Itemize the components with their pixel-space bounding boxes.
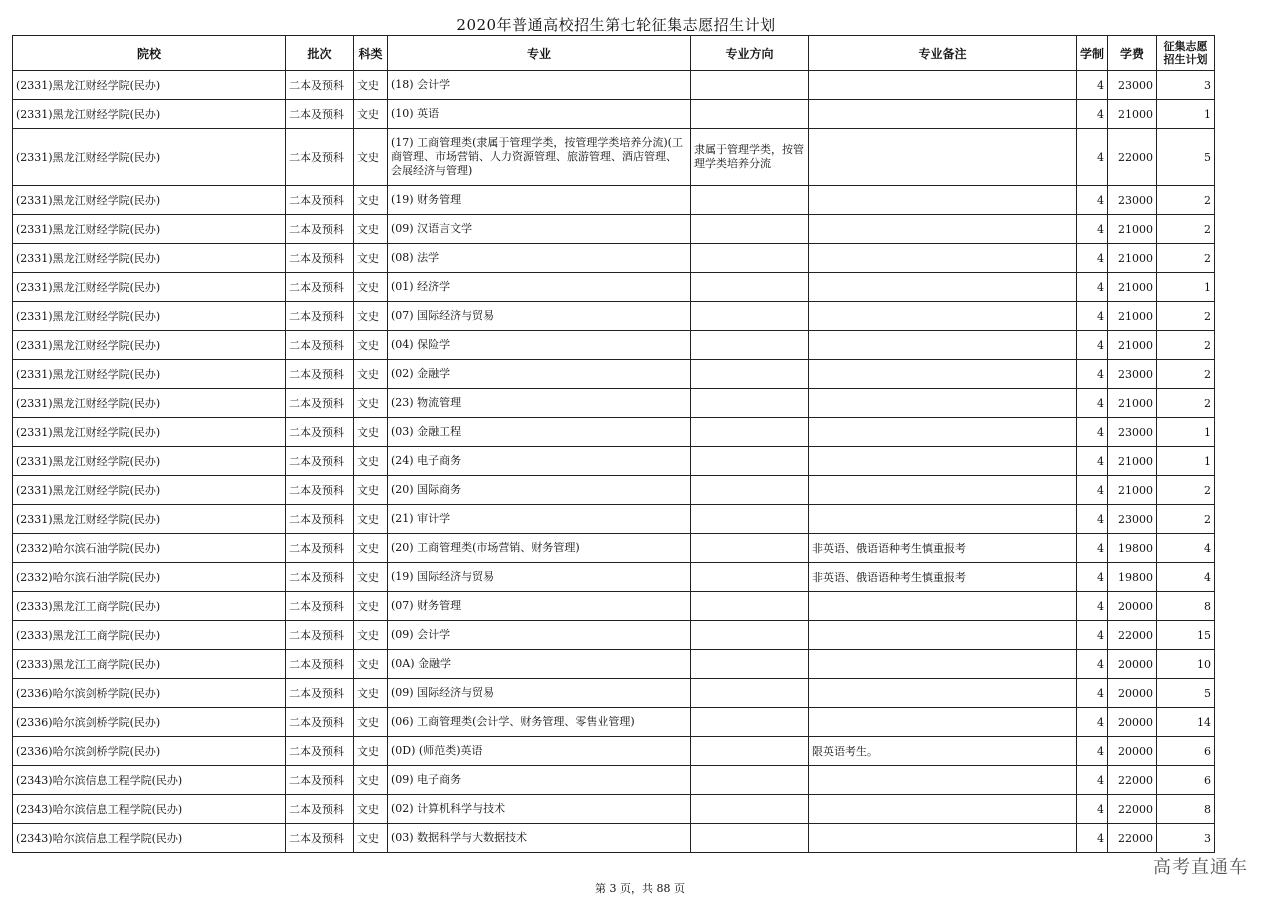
cell-batch: 二本及预科 — [286, 737, 354, 766]
cell-years: 4 — [1077, 505, 1108, 534]
cell-direction — [691, 273, 809, 302]
cell-major: (02) 金融学 — [388, 360, 691, 389]
header-school: 院校 — [13, 36, 286, 71]
cell-remark — [809, 795, 1077, 824]
cell-major: (09) 会计学 — [388, 621, 691, 650]
cell-remark — [809, 186, 1077, 215]
table-body — [13, 71, 1215, 853]
table-row — [13, 708, 1215, 737]
cell-batch: 二本及预科 — [286, 534, 354, 563]
cell-remark — [809, 592, 1077, 621]
cell-plan: 1 — [1157, 418, 1215, 447]
cell-years: 4 — [1077, 824, 1108, 853]
cell-remark — [809, 708, 1077, 737]
cell-years: 4 — [1077, 100, 1108, 129]
cell-years: 4 — [1077, 302, 1108, 331]
table-row — [13, 824, 1215, 853]
cell-remark — [809, 650, 1077, 679]
table-row — [13, 244, 1215, 273]
cell-tuition: 22000 — [1108, 795, 1157, 824]
cell-school: (2332)哈尔滨石油学院(民办) — [13, 534, 286, 563]
cell-major: (09) 国际经济与贸易 — [388, 679, 691, 708]
cell-school: (2336)哈尔滨剑桥学院(民办) — [13, 708, 286, 737]
cell-major: (07) 财务管理 — [388, 592, 691, 621]
cell-direction — [691, 766, 809, 795]
cell-plan: 1 — [1157, 447, 1215, 476]
cell-plan: 8 — [1157, 592, 1215, 621]
cell-subject: 文史 — [354, 795, 388, 824]
cell-plan: 2 — [1157, 186, 1215, 215]
cell-direction — [691, 71, 809, 100]
cell-years: 4 — [1077, 650, 1108, 679]
watermark: 高考直通车 — [1153, 857, 1248, 878]
cell-direction — [691, 708, 809, 737]
cell-remark: 非英语、俄语语种考生慎重报考 — [809, 534, 1077, 563]
cell-plan: 5 — [1157, 129, 1215, 186]
cell-major: (0D) (师范类)英语 — [388, 737, 691, 766]
cell-school: (2336)哈尔滨剑桥学院(民办) — [13, 737, 286, 766]
table-row — [13, 302, 1215, 331]
cell-plan: 14 — [1157, 708, 1215, 737]
cell-major: (20) 国际商务 — [388, 476, 691, 505]
cell-school: (2331)黑龙江财经学院(民办) — [13, 331, 286, 360]
page-title: 2020年普通高校招生第七轮征集志愿招生计划 — [456, 16, 776, 34]
cell-direction — [691, 650, 809, 679]
cell-batch: 二本及预科 — [286, 100, 354, 129]
cell-school: (2331)黑龙江财经学院(民办) — [13, 215, 286, 244]
cell-subject: 文史 — [354, 129, 388, 186]
cell-remark: 非英语、俄语语种考生慎重报考 — [809, 563, 1077, 592]
admission-plan-table — [12, 35, 1215, 853]
cell-plan: 2 — [1157, 244, 1215, 273]
header-plan-line2: 招生计划 — [1163, 53, 1208, 66]
header-major: 专业 — [388, 36, 691, 71]
cell-school: (2331)黑龙江财经学院(民办) — [13, 302, 286, 331]
cell-tuition: 19800 — [1108, 534, 1157, 563]
table-row — [13, 129, 1215, 186]
cell-plan: 2 — [1157, 302, 1215, 331]
cell-tuition: 21000 — [1108, 215, 1157, 244]
cell-plan: 2 — [1157, 476, 1215, 505]
cell-plan: 2 — [1157, 331, 1215, 360]
cell-years: 4 — [1077, 389, 1108, 418]
cell-direction — [691, 737, 809, 766]
cell-batch: 二本及预科 — [286, 795, 354, 824]
cell-subject: 文史 — [354, 766, 388, 795]
cell-subject: 文史 — [354, 186, 388, 215]
cell-plan: 4 — [1157, 563, 1215, 592]
cell-direction — [691, 100, 809, 129]
cell-tuition: 20000 — [1108, 679, 1157, 708]
cell-plan: 3 — [1157, 824, 1215, 853]
cell-school: (2333)黑龙江工商学院(民办) — [13, 621, 286, 650]
cell-remark — [809, 621, 1077, 650]
cell-tuition: 23000 — [1108, 505, 1157, 534]
cell-tuition: 20000 — [1108, 737, 1157, 766]
cell-plan: 1 — [1157, 100, 1215, 129]
cell-direction — [691, 302, 809, 331]
cell-batch: 二本及预科 — [286, 708, 354, 737]
cell-batch: 二本及预科 — [286, 824, 354, 853]
cell-tuition: 22000 — [1108, 766, 1157, 795]
cell-batch: 二本及预科 — [286, 563, 354, 592]
cell-school: (2331)黑龙江财经学院(民办) — [13, 418, 286, 447]
table-row — [13, 360, 1215, 389]
cell-years: 4 — [1077, 418, 1108, 447]
cell-remark: 限英语考生。 — [809, 737, 1077, 766]
header-remark: 专业备注 — [809, 36, 1077, 71]
cell-remark — [809, 273, 1077, 302]
cell-years: 4 — [1077, 708, 1108, 737]
cell-years: 4 — [1077, 360, 1108, 389]
cell-major: (08) 法学 — [388, 244, 691, 273]
cell-tuition: 22000 — [1108, 621, 1157, 650]
cell-remark — [809, 244, 1077, 273]
cell-school: (2331)黑龙江财经学院(民办) — [13, 100, 286, 129]
cell-tuition: 21000 — [1108, 389, 1157, 418]
cell-tuition: 21000 — [1108, 302, 1157, 331]
cell-school: (2331)黑龙江财经学院(民办) — [13, 360, 286, 389]
table-row — [13, 418, 1215, 447]
cell-remark — [809, 505, 1077, 534]
table-row — [13, 534, 1215, 563]
cell-remark — [809, 824, 1077, 853]
header-batch: 批次 — [286, 36, 354, 71]
cell-school: (2331)黑龙江财经学院(民办) — [13, 186, 286, 215]
cell-major: (03) 金融工程 — [388, 418, 691, 447]
cell-major: (23) 物流管理 — [388, 389, 691, 418]
cell-direction — [691, 215, 809, 244]
cell-subject: 文史 — [354, 679, 388, 708]
cell-subject: 文史 — [354, 71, 388, 100]
cell-batch: 二本及预科 — [286, 592, 354, 621]
cell-direction — [691, 389, 809, 418]
cell-tuition: 22000 — [1108, 129, 1157, 186]
cell-major: (0A) 金融学 — [388, 650, 691, 679]
table-row — [13, 795, 1215, 824]
cell-tuition: 23000 — [1108, 186, 1157, 215]
cell-plan: 2 — [1157, 389, 1215, 418]
cell-major: (09) 汉语言文学 — [388, 215, 691, 244]
cell-plan: 2 — [1157, 505, 1215, 534]
table-row — [13, 737, 1215, 766]
cell-school: (2331)黑龙江财经学院(民办) — [13, 273, 286, 302]
cell-major: (19) 财务管理 — [388, 186, 691, 215]
cell-major: (17) 工商管理类(隶属于管理学类，按管理学类培养分流)(工商管理、市场营销、人力资源管理、旅游管理、酒店管理、会展经济与管理) — [388, 129, 691, 186]
cell-major: (21) 审计学 — [388, 505, 691, 534]
cell-major: (06) 工商管理类(会计学、财务管理、零售业管理) — [388, 708, 691, 737]
cell-batch: 二本及预科 — [286, 71, 354, 100]
cell-tuition: 21000 — [1108, 273, 1157, 302]
cell-school: (2336)哈尔滨剑桥学院(民办) — [13, 679, 286, 708]
table-row — [13, 766, 1215, 795]
header-subject: 科类 — [354, 36, 388, 71]
cell-years: 4 — [1077, 592, 1108, 621]
cell-subject: 文史 — [354, 273, 388, 302]
table-row — [13, 186, 1215, 215]
cell-school: (2332)哈尔滨石油学院(民办) — [13, 563, 286, 592]
cell-subject: 文史 — [354, 534, 388, 563]
cell-years: 4 — [1077, 534, 1108, 563]
cell-school: (2343)哈尔滨信息工程学院(民办) — [13, 795, 286, 824]
table-row — [13, 592, 1215, 621]
cell-subject: 文史 — [354, 389, 388, 418]
cell-school: (2333)黑龙江工商学院(民办) — [13, 650, 286, 679]
cell-years: 4 — [1077, 244, 1108, 273]
cell-subject: 文史 — [354, 215, 388, 244]
cell-direction — [691, 563, 809, 592]
cell-batch: 二本及预科 — [286, 766, 354, 795]
cell-batch: 二本及预科 — [286, 476, 354, 505]
cell-major: (20) 工商管理类(市场营销、财务管理) — [388, 534, 691, 563]
cell-subject: 文史 — [354, 505, 388, 534]
cell-subject: 文史 — [354, 737, 388, 766]
cell-years: 4 — [1077, 737, 1108, 766]
cell-subject: 文史 — [354, 650, 388, 679]
cell-direction — [691, 534, 809, 563]
cell-subject: 文史 — [354, 418, 388, 447]
cell-remark — [809, 129, 1077, 186]
cell-years: 4 — [1077, 766, 1108, 795]
header-plan — [1157, 36, 1215, 71]
cell-subject: 文史 — [354, 331, 388, 360]
cell-tuition: 21000 — [1108, 331, 1157, 360]
table-row — [13, 389, 1215, 418]
cell-major: (10) 英语 — [388, 100, 691, 129]
cell-batch: 二本及预科 — [286, 302, 354, 331]
cell-major: (01) 经济学 — [388, 273, 691, 302]
cell-direction — [691, 679, 809, 708]
cell-direction — [691, 360, 809, 389]
cell-major: (19) 国际经济与贸易 — [388, 563, 691, 592]
cell-subject: 文史 — [354, 100, 388, 129]
cell-years: 4 — [1077, 186, 1108, 215]
cell-remark — [809, 302, 1077, 331]
cell-direction — [691, 795, 809, 824]
cell-school: (2333)黑龙江工商学院(民办) — [13, 592, 286, 621]
cell-tuition: 20000 — [1108, 708, 1157, 737]
cell-batch: 二本及预科 — [286, 244, 354, 273]
cell-remark — [809, 679, 1077, 708]
cell-plan: 3 — [1157, 71, 1215, 100]
cell-tuition: 22000 — [1108, 824, 1157, 853]
cell-batch: 二本及预科 — [286, 418, 354, 447]
cell-plan: 8 — [1157, 795, 1215, 824]
cell-batch: 二本及预科 — [286, 389, 354, 418]
cell-remark — [809, 418, 1077, 447]
header-tuition: 学费 — [1108, 36, 1157, 71]
table-row — [13, 679, 1215, 708]
cell-school: (2331)黑龙江财经学院(民办) — [13, 476, 286, 505]
cell-remark — [809, 447, 1077, 476]
cell-direction — [691, 418, 809, 447]
cell-remark — [809, 766, 1077, 795]
table-row — [13, 563, 1215, 592]
cell-plan: 2 — [1157, 215, 1215, 244]
cell-subject: 文史 — [354, 621, 388, 650]
cell-years: 4 — [1077, 476, 1108, 505]
cell-tuition: 21000 — [1108, 100, 1157, 129]
cell-years: 4 — [1077, 215, 1108, 244]
cell-batch: 二本及预科 — [286, 273, 354, 302]
cell-subject: 文史 — [354, 447, 388, 476]
cell-years: 4 — [1077, 563, 1108, 592]
cell-subject: 文史 — [354, 476, 388, 505]
cell-direction — [691, 244, 809, 273]
cell-plan: 10 — [1157, 650, 1215, 679]
cell-tuition: 20000 — [1108, 650, 1157, 679]
cell-subject: 文史 — [354, 244, 388, 273]
cell-major: (03) 数据科学与大数据技术 — [388, 824, 691, 853]
cell-major: (24) 电子商务 — [388, 447, 691, 476]
cell-years: 4 — [1077, 331, 1108, 360]
cell-remark — [809, 476, 1077, 505]
cell-years: 4 — [1077, 129, 1108, 186]
cell-subject: 文史 — [354, 592, 388, 621]
cell-school: (2331)黑龙江财经学院(民办) — [13, 505, 286, 534]
header-plan-line1: 征集志愿 — [1163, 40, 1208, 53]
cell-batch: 二本及预科 — [286, 129, 354, 186]
table-header-row — [13, 36, 1215, 71]
cell-tuition: 23000 — [1108, 71, 1157, 100]
header-years: 学制 — [1077, 36, 1108, 71]
cell-school: (2331)黑龙江财经学院(民办) — [13, 389, 286, 418]
table-row — [13, 100, 1215, 129]
cell-years: 4 — [1077, 795, 1108, 824]
cell-remark — [809, 331, 1077, 360]
cell-direction — [691, 621, 809, 650]
cell-direction — [691, 505, 809, 534]
cell-subject: 文史 — [354, 563, 388, 592]
cell-remark — [809, 360, 1077, 389]
table-row — [13, 650, 1215, 679]
table-row — [13, 505, 1215, 534]
cell-subject: 文史 — [354, 360, 388, 389]
table-row — [13, 331, 1215, 360]
table-row — [13, 476, 1215, 505]
cell-tuition: 21000 — [1108, 476, 1157, 505]
cell-plan: 5 — [1157, 679, 1215, 708]
cell-remark — [809, 71, 1077, 100]
cell-subject: 文史 — [354, 708, 388, 737]
cell-major: (02) 计算机科学与技术 — [388, 795, 691, 824]
cell-direction: 隶属于管理学类，按管理学类培养分流 — [691, 129, 809, 186]
cell-major: (09) 电子商务 — [388, 766, 691, 795]
cell-batch: 二本及预科 — [286, 360, 354, 389]
cell-school: (2343)哈尔滨信息工程学院(民办) — [13, 766, 286, 795]
cell-batch: 二本及预科 — [286, 650, 354, 679]
cell-direction — [691, 447, 809, 476]
cell-years: 4 — [1077, 679, 1108, 708]
cell-plan: 4 — [1157, 534, 1215, 563]
cell-tuition: 23000 — [1108, 360, 1157, 389]
cell-years: 4 — [1077, 447, 1108, 476]
cell-batch: 二本及预科 — [286, 331, 354, 360]
header-direction: 专业方向 — [691, 36, 809, 71]
cell-school: (2331)黑龙江财经学院(民办) — [13, 447, 286, 476]
cell-years: 4 — [1077, 273, 1108, 302]
cell-school: (2331)黑龙江财经学院(民办) — [13, 244, 286, 273]
cell-batch: 二本及预科 — [286, 447, 354, 476]
page-footer: 第 3 页，共 88 页 — [595, 882, 685, 895]
cell-remark — [809, 100, 1077, 129]
cell-tuition: 21000 — [1108, 244, 1157, 273]
cell-tuition: 19800 — [1108, 563, 1157, 592]
cell-major: (18) 会计学 — [388, 71, 691, 100]
cell-batch: 二本及预科 — [286, 215, 354, 244]
table-row — [13, 273, 1215, 302]
cell-plan: 6 — [1157, 737, 1215, 766]
cell-plan: 15 — [1157, 621, 1215, 650]
cell-major: (04) 保险学 — [388, 331, 691, 360]
cell-major: (07) 国际经济与贸易 — [388, 302, 691, 331]
table-row — [13, 621, 1215, 650]
cell-direction — [691, 186, 809, 215]
cell-years: 4 — [1077, 621, 1108, 650]
cell-school: (2331)黑龙江财经学院(民办) — [13, 129, 286, 186]
cell-tuition: 23000 — [1108, 418, 1157, 447]
cell-direction — [691, 476, 809, 505]
cell-remark — [809, 389, 1077, 418]
cell-plan: 1 — [1157, 273, 1215, 302]
cell-subject: 文史 — [354, 824, 388, 853]
cell-tuition: 21000 — [1108, 447, 1157, 476]
cell-batch: 二本及预科 — [286, 505, 354, 534]
cell-batch: 二本及预科 — [286, 621, 354, 650]
cell-direction — [691, 592, 809, 621]
cell-years: 4 — [1077, 71, 1108, 100]
cell-school: (2331)黑龙江财经学院(民办) — [13, 71, 286, 100]
cell-tuition: 20000 — [1108, 592, 1157, 621]
cell-batch: 二本及预科 — [286, 679, 354, 708]
cell-plan: 6 — [1157, 766, 1215, 795]
table-row — [13, 215, 1215, 244]
cell-direction — [691, 331, 809, 360]
cell-remark — [809, 215, 1077, 244]
table-row — [13, 447, 1215, 476]
cell-plan: 2 — [1157, 360, 1215, 389]
cell-direction — [691, 824, 809, 853]
cell-school: (2343)哈尔滨信息工程学院(民办) — [13, 824, 286, 853]
table-row — [13, 71, 1215, 100]
cell-batch: 二本及预科 — [286, 186, 354, 215]
cell-subject: 文史 — [354, 302, 388, 331]
